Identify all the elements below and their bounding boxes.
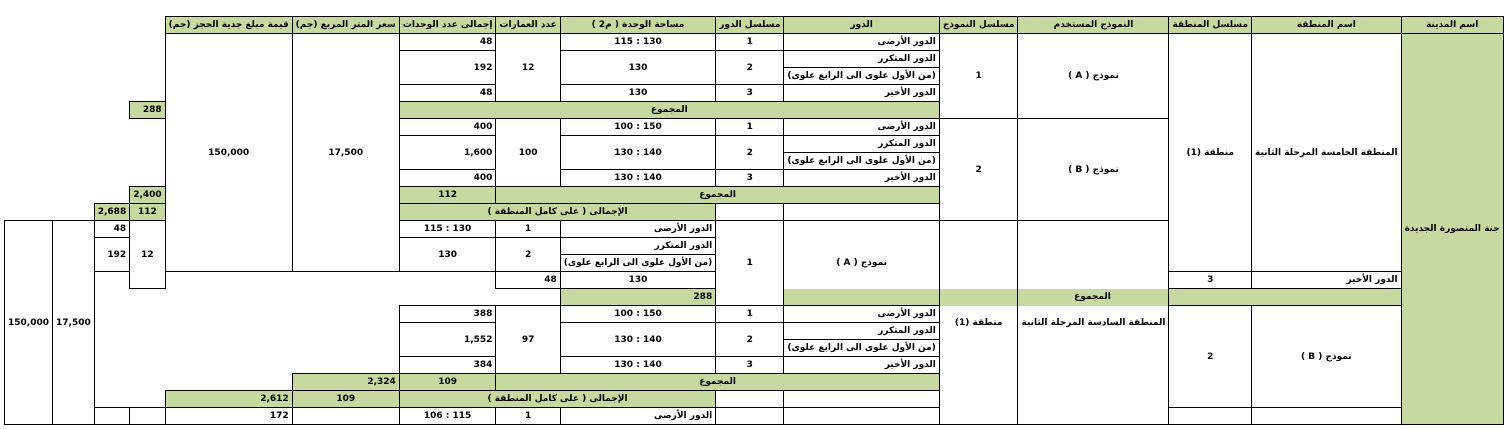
- subtotal-buildings: 109: [399, 374, 496, 391]
- floor-label: الدور المتكرر: [560, 238, 715, 255]
- empty-cell: [784, 204, 939, 221]
- city-name: جنة المنصورة الجديدة: [1401, 34, 1503, 425]
- floor-label: الدور المتكرر: [784, 323, 939, 340]
- unit-count: 48: [399, 34, 496, 51]
- floor-label: (من الأول علوى الى الرابع علوى): [784, 153, 939, 170]
- model-name: نموذج ( A ): [1018, 34, 1169, 119]
- header-total-units: إجمالى عدد الوحدات: [399, 17, 496, 34]
- subtotal-label: المجموع: [399, 102, 939, 119]
- floor-serial: 2: [716, 51, 784, 85]
- model-name: نموذج ( B ): [1018, 119, 1169, 221]
- floor-label: الدور المتكرر: [784, 51, 939, 68]
- subtotal-units: 2,400: [130, 187, 165, 204]
- floor-row: [5, 306, 1504, 323]
- grand-total-label: الإجمالى ( على كامل المنطقة ): [399, 204, 715, 221]
- header-city: اسم المدينة: [1401, 17, 1503, 34]
- area-name: المنطقة السادسة المرحلة الثانية: [1018, 221, 1169, 425]
- area-serial: منطقة (1): [1169, 34, 1252, 272]
- floor-label: الدور الأرضى: [560, 221, 715, 238]
- floor-label: الدور الأرضى: [784, 34, 939, 51]
- floor-serial: 3: [716, 170, 784, 187]
- floor-label: الدور الأخير: [784, 357, 939, 374]
- floor-serial: 2: [716, 136, 784, 170]
- unit-area: 130 : 115: [560, 34, 715, 51]
- empty-cell: [1169, 408, 1252, 425]
- floor-serial: 3: [716, 85, 784, 102]
- floor-label: الدور الأرضى: [784, 306, 939, 323]
- unit-area: 130: [560, 85, 715, 102]
- model-serial: 2: [939, 119, 1018, 221]
- grand-total-label: الإجمالى ( على كامل المنطقة ): [399, 391, 715, 408]
- grand-total-units: 2,688: [94, 204, 129, 221]
- model-name: نموذج ( A ): [784, 221, 939, 306]
- building-count: 97: [496, 306, 560, 374]
- unit-area: 115 : 106: [399, 408, 496, 425]
- floor-serial: 2: [716, 323, 784, 357]
- header-floor-serial: مسلسل الدور: [716, 17, 784, 34]
- unit-area: 130: [560, 272, 715, 289]
- subtotal-units: 288: [130, 102, 165, 119]
- empty-cell: [1252, 408, 1402, 425]
- unit-area: 130: [560, 51, 715, 85]
- floor-label: الدور الأخير: [1252, 272, 1402, 289]
- unit-count: 172: [165, 408, 292, 425]
- floor-row: [5, 34, 1504, 51]
- header-price-per-meter: سعر المتر المربع (جم): [292, 17, 399, 34]
- area-serial: منطقة (1): [939, 221, 1018, 425]
- header-model-used: النموذج المستخدم: [1018, 17, 1169, 34]
- unit-count: 400: [399, 170, 496, 187]
- unit-count: 1,600: [399, 136, 496, 170]
- price-per-meter: 17,500: [292, 34, 399, 272]
- unit-area: 130: [399, 238, 496, 272]
- building-count: 100: [496, 119, 560, 187]
- floor-label: الدور الأخير: [784, 85, 939, 102]
- unit-area: 140 : 130: [560, 357, 715, 374]
- booking-deposit: 150,000: [165, 34, 292, 272]
- empty-cell: [784, 408, 939, 425]
- unit-count: 48: [496, 272, 560, 289]
- floor-label: (من الأول علوى الى الرابع علوى): [784, 340, 939, 357]
- building-count: 12: [496, 34, 560, 102]
- header-area-name: اسم المنطقة: [1252, 17, 1402, 34]
- floor-serial: 1: [496, 221, 560, 238]
- grand-total-buildings: 109: [292, 391, 399, 408]
- floor-label: (من الأول علوى الى الرابع علوى): [784, 68, 939, 85]
- unit-count: 192: [94, 238, 129, 272]
- model-serial: 1: [716, 221, 784, 306]
- unit-area: 140 : 130: [560, 170, 715, 187]
- subtotal-units: 288: [560, 289, 715, 306]
- grand-total-units: 2,612: [165, 391, 292, 408]
- unit-area: 130 : 115: [399, 221, 496, 238]
- empty-cell: [716, 204, 784, 221]
- subtotal-units: 2,324: [292, 374, 399, 391]
- unit-count: 48: [94, 221, 129, 238]
- unit-count: 384: [399, 357, 496, 374]
- floor-label: الدور الأرضى: [560, 408, 715, 425]
- empty-cell: [292, 408, 399, 425]
- unit-count: 400: [399, 119, 496, 136]
- unit-area: 140 : 130: [560, 136, 715, 170]
- price-per-meter: 17,500: [53, 221, 95, 425]
- unit-count: 1,552: [399, 323, 496, 357]
- model-serial: 2: [1169, 306, 1252, 408]
- header-deposit: قيمة مبلغ جدية الحجز (جم): [165, 17, 292, 34]
- floor-serial: 1: [716, 119, 784, 136]
- next-zone-row: [5, 408, 1504, 425]
- floor-serial: 1: [496, 408, 560, 425]
- subtotal-label: المجموع: [496, 374, 939, 391]
- subtotal-buildings: 112: [399, 187, 496, 204]
- subtotal-label: المجموع: [496, 187, 939, 204]
- model-name: نموذج ( B ): [1252, 306, 1402, 408]
- unit-count: 192: [399, 51, 496, 85]
- empty-cell: [94, 408, 129, 425]
- floor-label: الدور المتكرر: [784, 136, 939, 153]
- floor-label: (من الأول علوى الى الرابع علوى): [560, 255, 715, 272]
- floor-serial: 2: [496, 238, 560, 272]
- header-row: [5, 17, 1504, 34]
- unit-count: 388: [399, 306, 496, 323]
- unit-area: 150 : 100: [560, 306, 715, 323]
- empty-cell: [784, 391, 939, 408]
- unit-count: 48: [399, 85, 496, 102]
- floor-label: الدور الأخير: [784, 170, 939, 187]
- header-area-serial: مسلسل المنطقة: [1169, 17, 1252, 34]
- unit-area: 150 : 100: [560, 119, 715, 136]
- header-unit-area: مساحة الوحدة ( م2 ): [560, 17, 715, 34]
- model-serial: 1: [939, 34, 1018, 119]
- area-name: المنطقة الخامسة المرحلة الثانية: [1252, 34, 1402, 272]
- header-buildings: عدد العمارات: [496, 17, 560, 34]
- header-floor: الدور: [784, 17, 939, 34]
- floor-serial: 1: [716, 34, 784, 51]
- floor-serial: 3: [716, 357, 784, 374]
- empty-cell: [716, 391, 784, 408]
- empty-cell: [130, 408, 165, 425]
- building-count: 12: [130, 221, 165, 289]
- floor-label: الدور الأرضى: [784, 119, 939, 136]
- unit-area: 140 : 130: [560, 323, 715, 357]
- subtotal-label: المجموع: [784, 289, 1401, 306]
- floor-serial: 1: [716, 306, 784, 323]
- grand-total-buildings: 112: [130, 204, 165, 221]
- booking-deposit: 150,000: [5, 221, 53, 425]
- header-model-serial: مسلسل النموذج: [939, 17, 1018, 34]
- units-pricing-table: [4, 16, 1504, 425]
- floor-serial: 3: [1169, 272, 1252, 289]
- empty-cell: [716, 408, 784, 425]
